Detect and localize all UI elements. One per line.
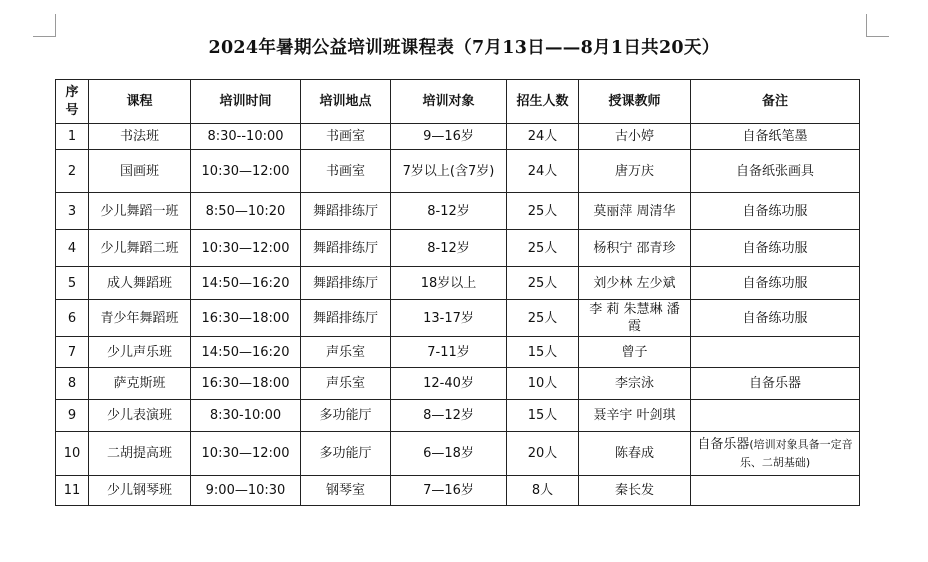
row-index-cell: 6 [56,300,89,337]
row-time-cell: 10:30—12:00 [191,230,301,267]
row-target-cell: 8-12岁 [391,230,507,267]
note-text: 自备练功服 [742,275,808,291]
row-target-cell: 7岁以上(含7岁) [391,150,507,193]
document-title: 2024年暑期公益培训班课程表（7月13日——8月1日共20天） [208,38,720,58]
header-target: 培训对象 [391,80,507,124]
row-place-cell: 多功能厅 [301,400,391,432]
row-teacher-cell: 李宗泳 [579,368,691,400]
row-course-cell: 少儿表演班 [89,400,191,432]
row-place-cell: 舞蹈排练厅 [301,267,391,300]
row-course-cell: 少儿舞蹈一班 [89,193,191,230]
row-time-cell: 8:30-10:00 [191,400,301,432]
row-course-cell: 少儿钢琴班 [89,476,191,506]
row-course-cell: 少儿声乐班 [89,337,191,368]
row-quota-cell: 25人 [507,193,579,230]
row-note-cell [691,432,860,476]
header-place: 培训地点 [301,80,391,124]
row-target-cell: 9—16岁 [391,124,507,150]
row-place-cell: 书画室 [301,150,391,193]
row-time-cell: 8:30--10:00 [191,124,301,150]
row-quota-cell: 15人 [507,337,579,368]
row-note-cell [691,124,860,150]
note-text: 自备乐器 [748,376,801,391]
row-teacher-cell: 杨积宁 邵青珍 [579,230,691,267]
row-course-cell: 国画班 [89,150,191,193]
row-place-cell: 舞蹈排练厅 [301,193,391,230]
note-text: 自备练功服 [742,240,808,256]
row-index-cell: 3 [56,193,89,230]
note-text: 自备乐器 [697,436,750,452]
header-time: 培训时间 [191,80,301,124]
row-place-cell: 钢琴室 [301,476,391,506]
row-index-cell: 2 [56,150,89,193]
row-note-cell [691,300,860,337]
table-row [56,230,860,267]
row-target-cell: 7—16岁 [391,476,507,506]
note-extra-text: (培训对象具备一定音乐、二胡基础) [739,437,853,469]
row-teacher-cell: 秦长发 [579,476,691,506]
header-quota: 招生人数 [507,80,579,124]
row-teacher-cell: 刘少林 左少斌 [579,267,691,300]
row-time-cell: 16:30—18:00 [191,300,301,337]
row-quota-cell: 25人 [507,300,579,337]
row-place-cell: 书画室 [301,124,391,150]
row-index-cell: 5 [56,267,89,300]
row-target-cell: 8—12岁 [391,400,507,432]
table-row [56,193,860,230]
row-target-cell: 6—18岁 [391,432,507,476]
row-course-cell: 成人舞蹈班 [89,267,191,300]
header-teacher: 授课教师 [579,80,691,124]
table-row [56,432,860,476]
row-teacher-cell: 李 莉 朱慧琳 潘 霞 [579,300,691,337]
note-text: 自备练功服 [742,310,808,326]
row-course-cell: 青少年舞蹈班 [89,300,191,337]
table-row [56,300,860,337]
row-quota-cell: 20人 [507,432,579,476]
row-place-cell: 声乐室 [301,368,391,400]
row-course-cell: 二胡提高班 [89,432,191,476]
row-course-cell: 书法班 [89,124,191,150]
row-target-cell: 7-11岁 [391,337,507,368]
table-row [56,337,860,368]
row-time-cell: 8:50—10:20 [191,193,301,230]
table-row [56,368,860,400]
row-time-cell: 16:30—18:00 [191,368,301,400]
row-quota-cell: 24人 [507,124,579,150]
row-note-cell [691,150,860,193]
row-time-cell: 9:00—10:30 [191,476,301,506]
row-note-cell [691,337,860,368]
row-index-cell: 11 [56,476,89,506]
row-note-cell [691,476,860,506]
row-target-cell: 13-17岁 [391,300,507,337]
row-note-cell [691,400,860,432]
note-text: 自备纸张画具 [735,163,814,179]
row-teacher-cell: 曾子 [579,337,691,368]
row-teacher-cell: 陈春成 [579,432,691,476]
header-note: 备注 [691,80,860,124]
row-note-cell [691,267,860,300]
note-text: 自备练功服 [742,203,808,219]
row-index-cell: 4 [56,230,89,267]
row-note-cell [691,368,860,400]
table-row [56,267,860,300]
row-place-cell: 声乐室 [301,337,391,368]
row-note-cell [691,193,860,230]
row-index-cell: 8 [56,368,89,400]
row-teacher-cell: 聂辛宇 叶剑琪 [579,400,691,432]
row-place-cell: 舞蹈排练厅 [301,230,391,267]
row-quota-cell: 24人 [507,150,579,193]
table-row [56,150,860,193]
row-index-cell: 1 [56,124,89,150]
row-index-cell: 9 [56,400,89,432]
row-course-cell: 少儿舞蹈二班 [89,230,191,267]
row-target-cell: 8-12岁 [391,193,507,230]
row-index-cell: 7 [56,337,89,368]
row-quota-cell: 8人 [507,476,579,506]
course-schedule-table [55,79,860,506]
row-teacher-cell: 古小婷 [579,124,691,150]
row-time-cell: 10:30—12:00 [191,432,301,476]
note-text: 自备纸笔墨 [742,129,808,144]
header-index: 序号 [56,80,89,124]
row-teacher-cell: 莫丽萍 周清华 [579,193,691,230]
table-header-row [56,80,860,124]
row-course-cell: 萨克斯班 [89,368,191,400]
row-teacher-cell: 唐万庆 [579,150,691,193]
row-quota-cell: 25人 [507,267,579,300]
header-course: 课程 [89,80,191,124]
row-place-cell: 多功能厅 [301,432,391,476]
row-target-cell: 18岁以上 [391,267,507,300]
table-row [56,124,860,150]
row-quota-cell: 25人 [507,230,579,267]
row-quota-cell: 10人 [507,368,579,400]
row-note-cell [691,230,860,267]
row-time-cell: 10:30—12:00 [191,150,301,193]
table-row [56,476,860,506]
row-quota-cell: 15人 [507,400,579,432]
row-time-cell: 14:50—16:20 [191,337,301,368]
row-target-cell: 12-40岁 [391,368,507,400]
table-row [56,400,860,432]
row-time-cell: 14:50—16:20 [191,267,301,300]
row-place-cell: 舞蹈排练厅 [301,300,391,337]
row-index-cell: 10 [56,432,89,476]
